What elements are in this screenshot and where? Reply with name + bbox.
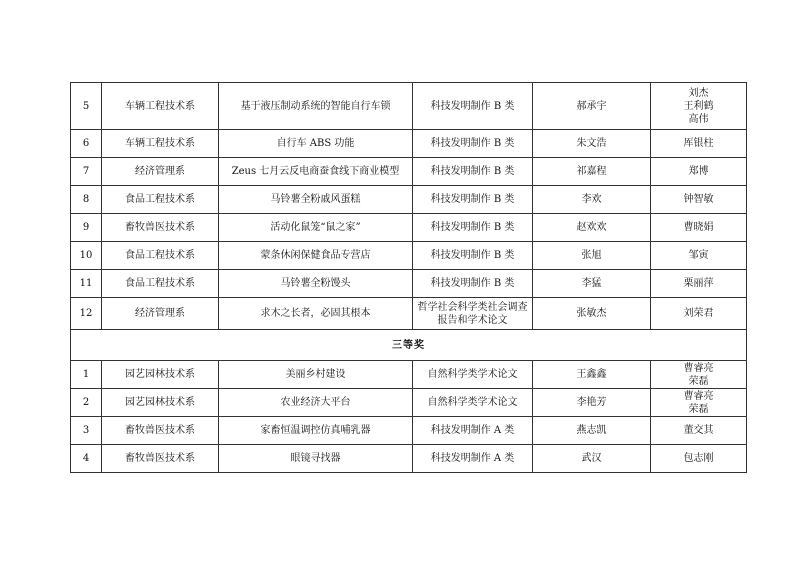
department-cell: 车辆工程技术系: [102, 130, 219, 158]
member-name: 郑博: [688, 166, 709, 177]
table-row: [71, 214, 747, 242]
project-title-cell: Zeus 七月云反电商蚕食线下商业模型: [219, 158, 413, 186]
member-name: 曹睿亮: [683, 362, 714, 374]
row-number-cell: 7: [71, 158, 102, 186]
leader-cell: 赵欢欢: [533, 214, 651, 242]
member-name: 钟智敏: [683, 194, 714, 205]
category-cell: 科技发明制作 B 类: [413, 242, 533, 270]
row-number-cell: 1: [71, 361, 102, 389]
leader-cell: 李猛: [533, 270, 651, 298]
category-cell: 自然科学类学术论文: [413, 389, 533, 417]
leader-cell: 祁嘉程: [533, 158, 651, 186]
members-cell: [651, 186, 747, 214]
member-name: 邹寅: [688, 250, 709, 261]
category-cell: 科技发明制作 A 类: [413, 445, 533, 473]
category-cell: 科技发明制作 B 类: [413, 83, 533, 130]
members-cell: [651, 445, 747, 473]
project-title-cell: 马铃薯全粉馒头: [219, 270, 413, 298]
table-row: [71, 445, 747, 473]
member-name: 曹睿亮: [683, 390, 714, 402]
table-row: [71, 130, 747, 158]
table-row: [71, 417, 747, 445]
table-row: [71, 83, 747, 130]
category-cell: 哲学社会科学类社会调查报告和学术论文: [413, 298, 533, 330]
members-cell: [651, 242, 747, 270]
table-row: [71, 242, 747, 270]
department-cell: 经济管理系: [102, 158, 219, 186]
members-cell: [651, 361, 747, 389]
third-prize-rows: [71, 361, 747, 473]
table-row: [71, 186, 747, 214]
members-cell: [651, 83, 747, 130]
row-number-cell: 3: [71, 417, 102, 445]
member-name: 刘荣君: [683, 308, 714, 319]
department-cell: 经济管理系: [102, 298, 219, 330]
leader-cell: 王鑫鑫: [533, 361, 651, 389]
members-cell: [651, 417, 747, 445]
table-row: [71, 298, 747, 330]
department-cell: 畜牧兽医技术系: [102, 417, 219, 445]
leader-cell: 张旭: [533, 242, 651, 270]
category-cell: 科技发明制作 A 类: [413, 417, 533, 445]
leader-cell: 李艳芳: [533, 389, 651, 417]
members-cell: [651, 130, 747, 158]
row-number-cell: 9: [71, 214, 102, 242]
second-prize-rows: [71, 83, 747, 330]
project-title-cell: 自行车 ABS 功能: [219, 130, 413, 158]
member-name: 荣磊: [688, 403, 709, 415]
project-title-cell: 家畜恒温调控仿真哺乳器: [219, 417, 413, 445]
members-cell: [651, 158, 747, 186]
project-title-cell: 美丽乡村建设: [219, 361, 413, 389]
members-cell: [651, 214, 747, 242]
leader-cell: 郝承宇: [533, 83, 651, 130]
member-name: 曹晓娟: [683, 222, 714, 233]
project-title-cell: 求木之长者，必固其根本: [219, 298, 413, 330]
table-row: [71, 389, 747, 417]
department-cell: 食品工程技术系: [102, 242, 219, 270]
category-cell: 科技发明制作 B 类: [413, 130, 533, 158]
row-number-cell: 2: [71, 389, 102, 417]
project-title-cell: 马铃薯全粉戚风蛋糕: [219, 186, 413, 214]
row-number-cell: 11: [71, 270, 102, 298]
leader-cell: 武汉: [533, 445, 651, 473]
project-title-cell: 基于液压制动系统的智能自行车锁: [219, 83, 413, 130]
department-cell: 车辆工程技术系: [102, 83, 219, 130]
table-row: [71, 361, 747, 389]
row-number-cell: 10: [71, 242, 102, 270]
project-title-cell: 农业经济大平台: [219, 389, 413, 417]
leader-cell: 朱文浩: [533, 130, 651, 158]
member-name: 王利鹤: [683, 100, 714, 112]
member-name: 刘杰: [688, 87, 709, 99]
category-cell: 科技发明制作 B 类: [413, 270, 533, 298]
members-cell: [651, 298, 747, 330]
category-cell: 科技发明制作 B 类: [413, 214, 533, 242]
member-name: 包志刚: [683, 453, 714, 464]
section-heading-third-prize: 三等奖: [71, 330, 747, 361]
row-number-cell: 8: [71, 186, 102, 214]
member-name: 高伟: [688, 113, 709, 125]
department-cell: 畜牧兽医技术系: [102, 445, 219, 473]
table-row: [71, 270, 747, 298]
row-number-cell: 5: [71, 83, 102, 130]
leader-cell: 张敏杰: [533, 298, 651, 330]
members-cell: [651, 389, 747, 417]
members-cell: [651, 270, 747, 298]
department-cell: 园艺园林技术系: [102, 361, 219, 389]
member-name: 董交其: [683, 425, 714, 436]
leader-cell: 李欢: [533, 186, 651, 214]
department-cell: 畜牧兽医技术系: [102, 214, 219, 242]
row-number-cell: 4: [71, 445, 102, 473]
category-cell: 科技发明制作 B 类: [413, 186, 533, 214]
row-number-cell: 12: [71, 298, 102, 330]
awards-table: [70, 82, 747, 473]
third-prize-section: [71, 330, 747, 361]
department-cell: 园艺园林技术系: [102, 389, 219, 417]
department-cell: 食品工程技术系: [102, 270, 219, 298]
project-title-cell: 蒙条休闲保健食品专营店: [219, 242, 413, 270]
table-row: [71, 158, 747, 186]
member-name: 栗丽萍: [683, 278, 714, 289]
department-cell: 食品工程技术系: [102, 186, 219, 214]
member-name: 厍银柱: [683, 138, 714, 149]
category-cell: 科技发明制作 B 类: [413, 158, 533, 186]
project-title-cell: 活动化鼠笼“鼠之家”: [219, 214, 413, 242]
project-title-cell: 眼镜寻找器: [219, 445, 413, 473]
member-name: 荣磊: [688, 375, 709, 387]
section-heading-row: [71, 330, 747, 361]
category-cell: 自然科学类学术论文: [413, 361, 533, 389]
row-number-cell: 6: [71, 130, 102, 158]
leader-cell: 燕志凯: [533, 417, 651, 445]
